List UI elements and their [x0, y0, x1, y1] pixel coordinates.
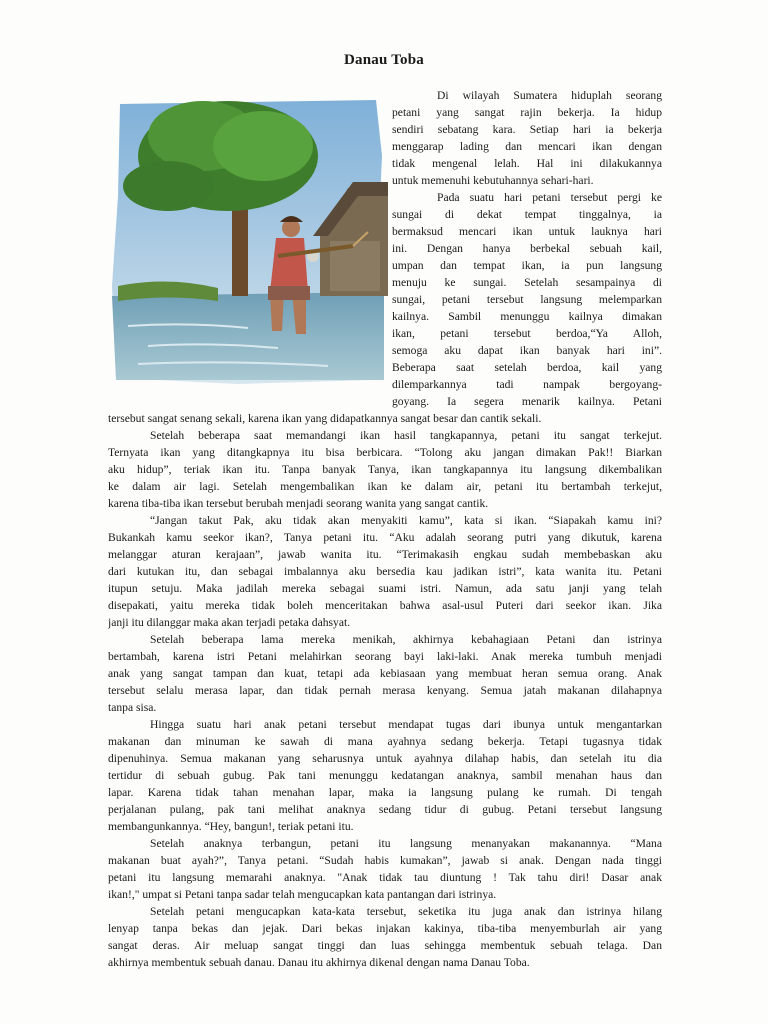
story-line: disepakati, yaitu mereka tidak boleh menceritakan bahwa asal-usul Puteri dari seekor ikan. Jika [108, 599, 662, 612]
story-line: tanpa sisa. [108, 701, 157, 714]
story-line: lapar. Karena tidak tahan menahan lapar, maka ia langsung pulang ke rumah. Di tengah [108, 786, 662, 799]
story-line: makanan buat ayah?”, Tanya petani. “Sudah habis kumakan”, jawab si anak. Dengan nada tinggi [108, 854, 662, 867]
story-line: dipenuhinya. Semua makanan yang seharusnya untuk ayahnya dilahap habis, dan setelah itu dia [108, 752, 662, 765]
story-line: bermaksud mencari ikan untuk lauknya hari [392, 225, 662, 238]
story-line: Setelah petani mengucapkan kata-kata tersebut, seketika itu juga anak dan istrinya hilang [150, 905, 662, 918]
story-line: aku hidup”, teriak ikan itu. Tanpa banyak Tanya, ikan tangkapannya itu langsung dikembalikan [108, 463, 662, 476]
story-line: Setelah beberapa lama mereka menikah, akhirnya kebahagiaan Petani dan istrinya [150, 633, 662, 646]
story-line: petani itu langsung memarahi anaknya. "Anak tidak tau diuntung ! Tak tahu diri! Dasar anak [108, 871, 662, 884]
story-line: akhirnya membentuk sebuah danau. Danau itu akhirnya dikenal dengan nama Danau Toba. [108, 956, 530, 969]
story-line: bertambah, karena istri Petani melahirkan seorang bayi laki-laki. Anak mereka tumbuh menjadi [108, 650, 662, 663]
page-title: Danau Toba [344, 52, 424, 68]
story-line: janji itu dilanggar maka akan terjadi petaka dahsyat. [108, 616, 351, 629]
story-line: tidak mengenal lelah. Hal ini dilakukannya [392, 157, 662, 170]
story-line: perjalanan pulang, pak tani melihat anaknya sedang tidur di gubug. Petani tersebut langsung [108, 803, 662, 816]
story-line: Hingga suatu hari anak petani tersebut mendapat tugas dari ibunya untuk mengantarkan [150, 718, 662, 731]
story-line: karena tiba-tiba ikan tersebut berubah menjadi seorang wanita yang sangat cantik. [108, 497, 489, 510]
story-line: tersebut sangat senang sekali, karena ikan yang didapatkannya sangat besar dan cantik sekali. [108, 412, 542, 425]
story-line: goyang. Ia segera menarik kailnya. Petani [392, 395, 662, 408]
story-line: Pada suatu hari petani tersebut pergi ke [437, 191, 662, 204]
story-line: petani yang sangat rajin bekerja. Ia hidup [392, 106, 662, 119]
story-line: “Jangan takut Pak, aku tidak akan menyakiti kamu”, kata si ikan. “Siapakah kamu ini? [150, 514, 662, 527]
story-line: Ternyata ikan yang ditangkapnya itu bisa berbicara. “Tolong aku jangan dimakan Pak!! Biarkan [108, 446, 662, 459]
story-line: dilemparkannya tadi nampak bergoyang- [392, 378, 662, 391]
story-line: kailnya. Sambil menunggu kailnya dimakan [392, 310, 662, 323]
story-line: membangunkannya. “Hey, bangun!, teriak petani itu. [108, 820, 354, 833]
story-line: Bukankah kamu seekor ikan?, Tanya petani itu. “Aku adalah seorang putri yang dikutuk, karena [108, 531, 662, 544]
story-line: ke dalam air lagi. Setelah mengembalikan ikan ke dalam air, petani itu bertambah terkejut, [108, 480, 662, 493]
story-line: sungai di dekat tempat tinggalnya, ia [392, 208, 662, 221]
story-line: lenyap tanpa bekas dan jejak. Dari bekas injakan kakinya, tiba-tiba menyemburlah air yang [108, 922, 662, 935]
story-line: ikan, petani tersebut berdoa,“Ya Alloh, [392, 327, 662, 340]
story-line: tertidur di sebuah gubug. Pak tani menunggu kedatangan anaknya, sambil menahan haus dan [108, 769, 662, 782]
story-line: menuju ke sungai. Setelah sesampainya di [392, 276, 662, 289]
story-line: ini. Dengan hanya berbekal sebuah kail, [392, 242, 662, 255]
story-line: Setelah beberapa saat memandangi ikan hasil tangkapannya, petani itu sangat terkejut. [150, 429, 662, 442]
story-line: tersebut selalu merasa lapar, dan tidak pernah merasa kenyang. Semua jatah makanan dilahapnya [108, 684, 662, 697]
story-line: anak yang sangat tampan dan kuat, tetapi ada kebiasaan yang membuat heran semua orang. Anak [108, 667, 662, 680]
story-line: sendiri sebatang kara. Setiap hari ia bekerja [392, 123, 662, 136]
story-line: untuk memenuhi kebutuhannya sehari-hari. [392, 174, 594, 187]
story-line: itupun setuju. Maka jadilah mereka sebagai suami istri. Namun, ada satu janji yang telah [108, 582, 662, 595]
story-line: Beberapa saat setelah berdoa, kail yang [392, 361, 662, 374]
story-line: dari kutukan itu, dan sebagai imbalannya aku bersedia kau jadikan istri”, kata wanita itu. Petani [108, 565, 662, 578]
story-line: Di wilayah Sumatera hiduplah seorang [437, 89, 662, 102]
story-line: menggarap lading dan mencari ikan dengan [392, 140, 662, 153]
story-line: ikan!," umpat si Petani tanpa sadar telah mengucapkan kata pantangan dari istrinya. [108, 888, 497, 901]
story-line: semoga aku dapat ikan banyak hari ini”. [392, 344, 662, 357]
story-line: sungai, petani tersebut langsung melemparkan [392, 293, 662, 306]
story-line: makanan dan minuman ke sawah di mana ayahnya sedang bekerja. Tetapi tugasnya tidak [108, 735, 662, 748]
story-line: Setelah anaknya terbangun, petani itu langsung menanyakan makanannya. “Mana [150, 837, 662, 850]
story-line: umpan dan tempat ikan, ia pun langsung [392, 259, 662, 272]
story-line: melanggar aturan kerajaan”, jawab wanita itu. “Terimakasih engkau sudah membebaskan aku [108, 548, 662, 561]
story-line: sangat deras. Air meluap sangat tinggi dan luas sehingga membentuk sebuah telaga. Dan [108, 939, 662, 952]
